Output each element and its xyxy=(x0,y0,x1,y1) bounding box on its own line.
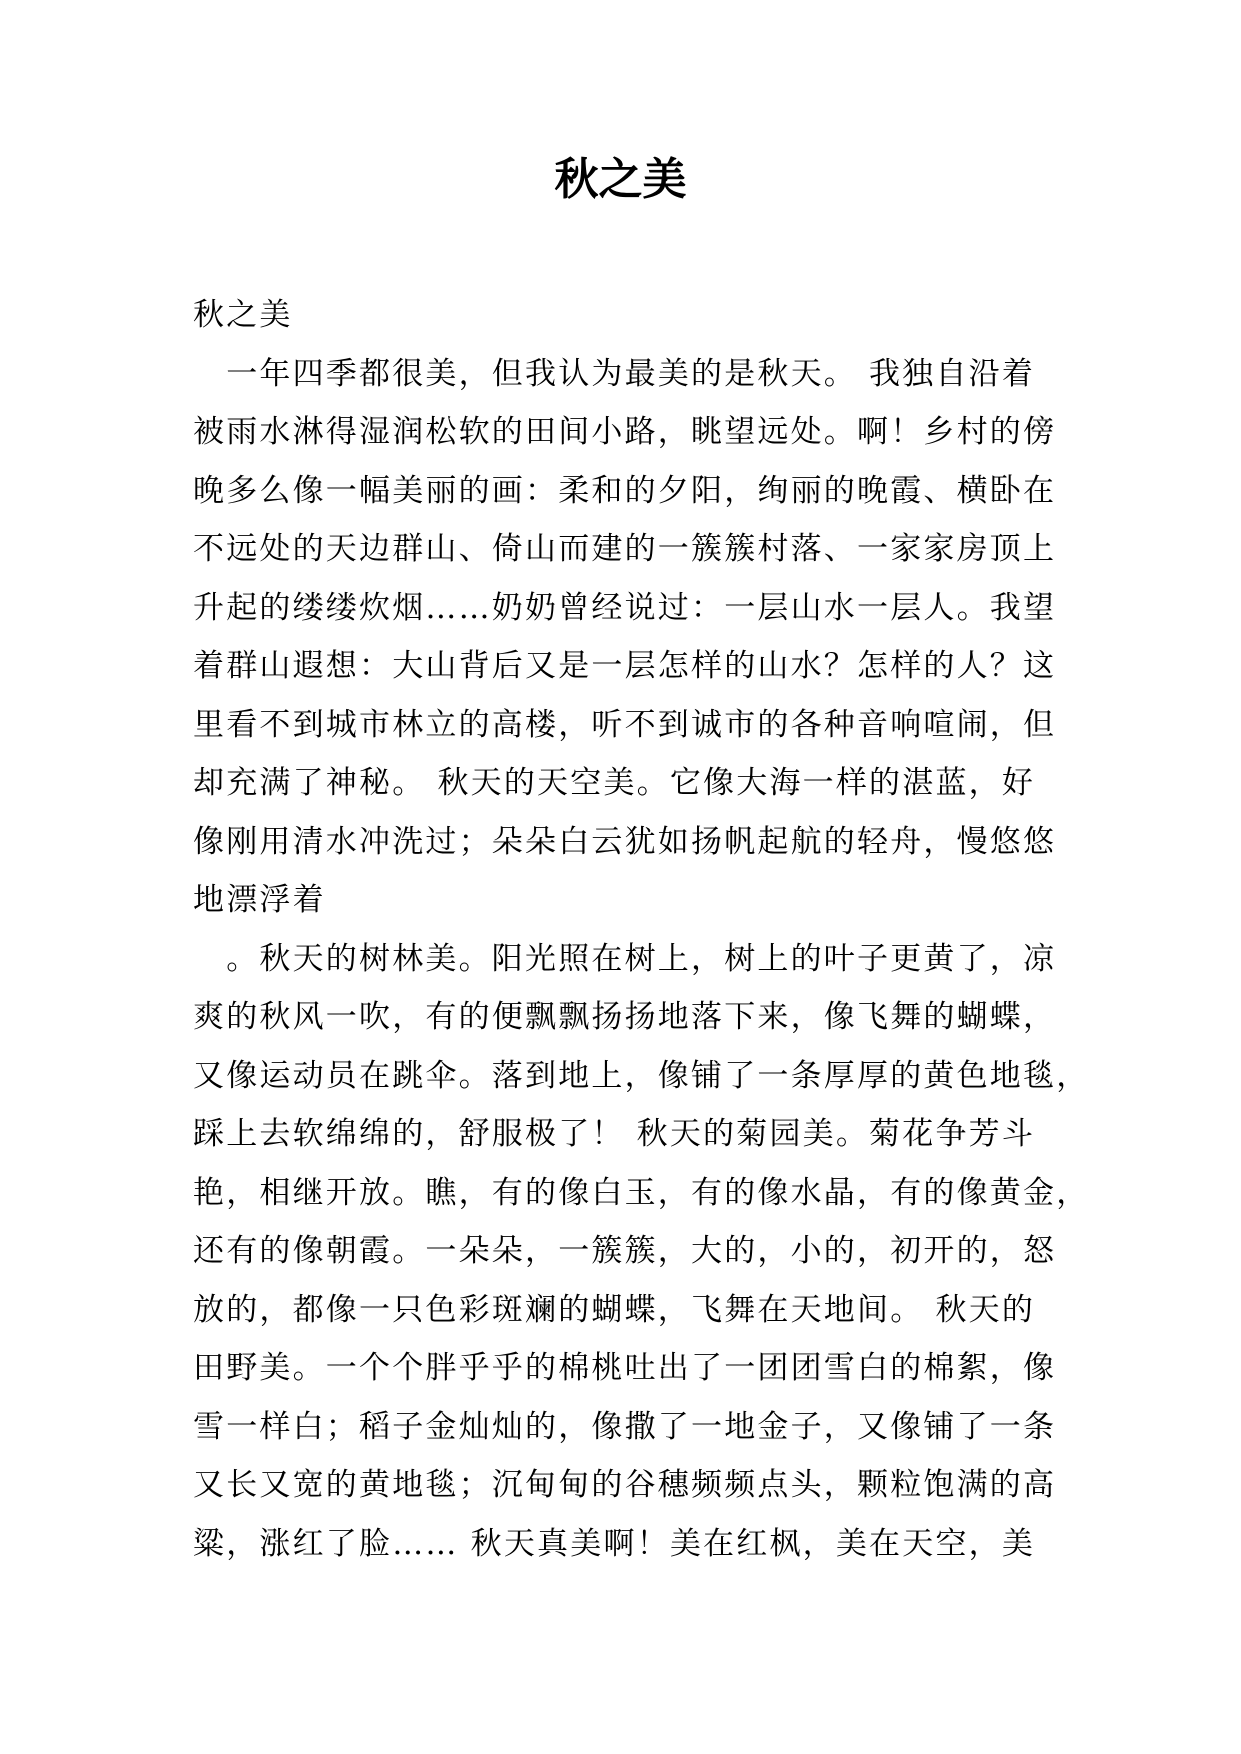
body-line: 一年四季都很美，但我认为最美的是秋天。 我独自沿着 xyxy=(193,355,1036,392)
body-line: 升起的缕缕炊烟……奶奶曾经说过：一层山水一层人。我望 xyxy=(193,589,1057,626)
body-line: 不远处的天边群山、倚山而建的一簇簇村落、一家家房顶上 xyxy=(193,531,1057,567)
body-line: 放的，都像一只色彩斑斓的蝴蝶，飞舞在天地间。 秋天的 xyxy=(193,1291,1036,1328)
body-line: 着群山遐想：大山背后又是一层怎样的山水？怎样的人？这 xyxy=(193,648,1057,684)
body-line: 艳，相继开放。瞧，有的像白玉，有的像水晶，有的像黄金， xyxy=(193,1174,1090,1211)
body-line: 爽的秋风一吹，有的便飘飘扬扬地落下来，像飞舞的蝴蝶， xyxy=(193,999,1057,1035)
body-line: 。秋天的树林美。阳光照在树上，树上的叶子更黄了，凉 xyxy=(193,940,1057,977)
body-line: 雪一样白；稻子金灿灿的，像撒了一地金子，又像铺了一条 xyxy=(193,1408,1057,1445)
body-line: 像刚用清水冲洗过；朵朵白云犹如扬帆起航的轻舟，慢悠悠 xyxy=(193,823,1057,860)
body-line: 还有的像朝霞。一朵朵，一簇簇，大的，小的，初开的，怒 xyxy=(193,1233,1057,1269)
body-line-subtitle: 秋之美 xyxy=(193,297,293,333)
document-body xyxy=(193,286,1090,1573)
body-line: 里看不到城市林立的高楼，听不到诚市的各种音响喧闹，但 xyxy=(193,706,1057,743)
body-line: 粱，涨红了脸…… 秋天真美啊！美在红枫，美在天空，美 xyxy=(193,1525,1036,1562)
document-title: 秋之美 xyxy=(554,154,687,205)
body-line: 却充满了神秘。 秋天的天空美。它像大海一样的湛蓝，好 xyxy=(193,765,1036,801)
body-line: 被雨水淋得湿润松软的田间小路，眺望远处。啊！乡村的傍 xyxy=(193,414,1057,450)
body-line: 田野美。一个个胖乎乎的棉桃吐出了一团团雪白的棉絮，像 xyxy=(193,1350,1057,1386)
body-line: 地漂浮着 xyxy=(193,882,326,918)
body-line: 踩上去软绵绵的，舒服极了！ 秋天的菊园美。菊花争芳斗 xyxy=(193,1116,1036,1152)
body-line: 又长又宽的黄地毯；沉甸甸的谷穗频频点头，颗粒饱满的高 xyxy=(193,1467,1057,1503)
body-line: 晚多么像一幅美丽的画：柔和的夕阳，绚丽的晚霞、横卧在 xyxy=(193,472,1057,509)
body-line: 又像运动员在跳伞。落到地上，像铺了一条厚厚的黄色地毯， xyxy=(193,1057,1090,1094)
